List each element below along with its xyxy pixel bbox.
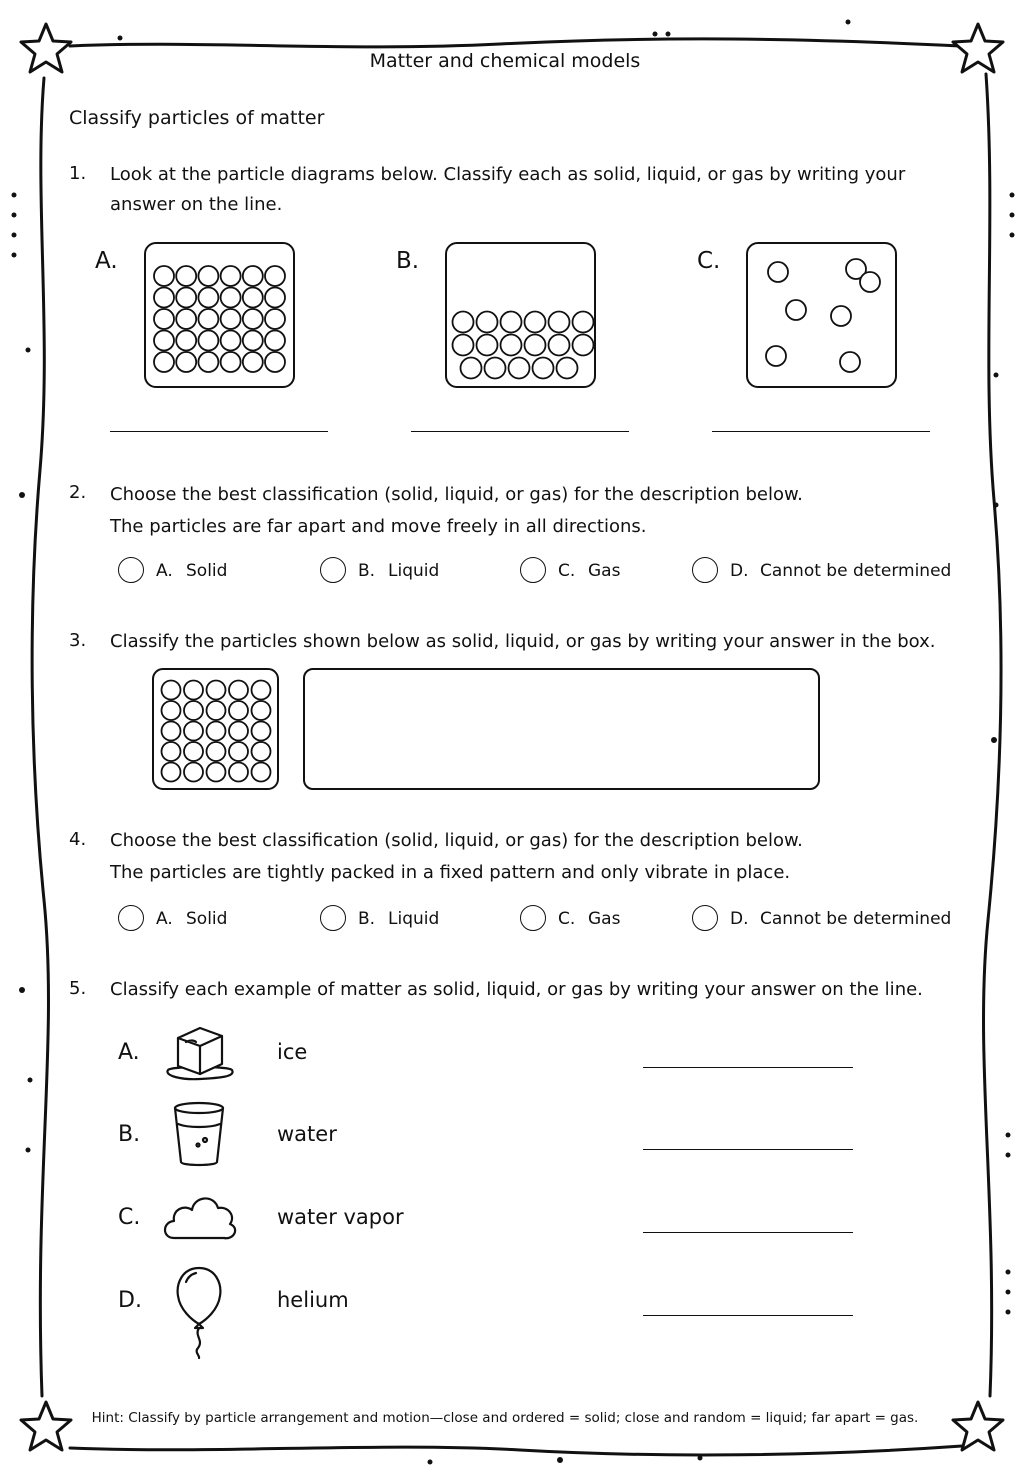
question-4-option-d [730, 909, 951, 929]
particle [176, 309, 196, 329]
particle [162, 701, 181, 720]
question-3-particle-diagram [152, 668, 279, 790]
particle [198, 331, 218, 351]
option-letter: C. [558, 909, 576, 929]
particle [252, 763, 271, 782]
question-1-number: 1. [69, 163, 87, 184]
question-2-text-line-1: Choose the best classification (solid, liquid, or gas) for the description below. [110, 484, 803, 505]
question-4-number: 4. [69, 829, 87, 850]
particle [243, 352, 263, 372]
particle [265, 309, 285, 329]
question-3-number: 3. [69, 630, 87, 651]
question-3-text: Classify the particles shown below as solid, liquid, or gas by writing your answer in the box. [110, 631, 936, 652]
particle [461, 358, 482, 379]
particle [860, 272, 880, 292]
question-3-answer-box[interactable] [303, 668, 820, 790]
question-2-option-d-radio[interactable] [692, 557, 718, 583]
particle [485, 358, 506, 379]
question-4-option-b-radio[interactable] [320, 905, 346, 931]
particle [477, 335, 498, 356]
ice-cube-icon [162, 1022, 238, 1082]
option-text: Cannot be determined [760, 909, 952, 929]
particle [243, 266, 263, 286]
diagram-a-answer-line[interactable] [110, 431, 328, 432]
particle [229, 722, 248, 741]
particle [831, 306, 851, 326]
particle [549, 335, 570, 356]
option-letter: A. [156, 561, 173, 581]
item-d-label: D. [118, 1288, 142, 1313]
particle [243, 288, 263, 308]
particle [198, 266, 218, 286]
liquid-particle-diagram [445, 242, 596, 388]
option-text: Cannot be determined [760, 561, 952, 581]
option-text: Solid [186, 909, 228, 929]
particle [184, 681, 203, 700]
question-4-option-b [358, 909, 439, 929]
particle [184, 701, 203, 720]
particle [786, 300, 806, 320]
water-glass-icon [168, 1100, 230, 1170]
particle [501, 312, 522, 333]
item-a-answer-line[interactable] [643, 1067, 853, 1068]
item-a-label: A. [118, 1040, 140, 1065]
particle [265, 288, 285, 308]
diagram-a-label: A. [95, 248, 118, 274]
hint-text: Hint: Classify by particle arrangement and motion—close and ordered = solid; close and random = liquid; far apart = gas. [91, 1410, 919, 1426]
particle [525, 335, 546, 356]
diagram-b-label: B. [396, 248, 420, 274]
particle [229, 742, 248, 761]
option-letter: B. [358, 909, 376, 929]
question-4-option-c-radio[interactable] [520, 905, 546, 931]
solid-particle-diagram [144, 242, 295, 388]
particle [453, 312, 474, 333]
particles [748, 244, 895, 386]
item-d-word: helium [277, 1288, 349, 1312]
particle [533, 358, 554, 379]
particle [207, 763, 226, 782]
option-letter: A. [156, 909, 173, 929]
particle [221, 309, 241, 329]
particle [501, 335, 522, 356]
particle [549, 312, 570, 333]
cloud-icon [160, 1188, 240, 1246]
question-4-text-line-2: The particles are tightly packed in a fixed pattern and only vibrate in place. [110, 862, 791, 883]
particle [525, 312, 546, 333]
particle [154, 266, 174, 286]
particle [176, 266, 196, 286]
particle [243, 331, 263, 351]
question-2-text-line-2: The particles are far apart and move freely in all directions. [110, 516, 647, 537]
option-text: Solid [186, 561, 228, 581]
question-4-option-d-radio[interactable] [692, 905, 718, 931]
question-2-text [110, 479, 803, 543]
item-a-word: ice [277, 1040, 308, 1064]
option-text: Liquid [388, 909, 440, 929]
particle [229, 763, 248, 782]
particle [207, 681, 226, 700]
question-1-text [110, 160, 905, 220]
item-c-word: water vapor [277, 1205, 404, 1229]
question-2-number: 2. [69, 482, 87, 503]
particle [766, 346, 786, 366]
particle [573, 335, 594, 356]
option-letter: D. [730, 561, 749, 581]
diagram-c-answer-line[interactable] [712, 431, 930, 432]
question-4-text [110, 825, 803, 889]
particle [162, 763, 181, 782]
section-title: Classify particles of matter [69, 107, 325, 129]
item-d-answer-line[interactable] [643, 1315, 853, 1316]
particle [229, 701, 248, 720]
particles [447, 244, 594, 386]
item-c-label: C. [118, 1205, 141, 1230]
item-b-word: water [277, 1122, 337, 1146]
particle [154, 352, 174, 372]
particles [146, 244, 293, 386]
particle [207, 742, 226, 761]
particle [184, 722, 203, 741]
particle [453, 335, 474, 356]
particle [768, 262, 788, 282]
particle [509, 358, 530, 379]
particle [252, 681, 271, 700]
question-2-option-b-radio[interactable] [320, 557, 346, 583]
particle [198, 309, 218, 329]
particle [184, 763, 203, 782]
item-b-answer-line[interactable] [643, 1149, 853, 1150]
option-letter: D. [730, 909, 749, 929]
particle [176, 352, 196, 372]
particle [252, 722, 271, 741]
question-4-option-a [156, 909, 227, 929]
question-2-option-d [730, 561, 951, 581]
item-c-answer-line[interactable] [643, 1232, 853, 1233]
particle [162, 722, 181, 741]
question-2-option-c [558, 561, 620, 581]
particle [154, 309, 174, 329]
particle [573, 312, 594, 333]
balloon-icon [172, 1264, 226, 1360]
diagram-b-answer-line[interactable] [411, 431, 629, 432]
particle [207, 722, 226, 741]
question-2-option-a-radio[interactable] [118, 557, 144, 583]
particle [229, 681, 248, 700]
particle [265, 352, 285, 372]
question-1-text-line-2: answer on the line. [110, 194, 283, 215]
particle [243, 309, 263, 329]
option-text: Gas [588, 561, 621, 581]
particle [176, 288, 196, 308]
particle [221, 288, 241, 308]
particle [198, 352, 218, 372]
page-title: Matter and chemical models [369, 50, 641, 72]
particle [162, 681, 181, 700]
particle [265, 331, 285, 351]
gas-particle-diagram [746, 242, 897, 388]
particle [221, 352, 241, 372]
particles [154, 670, 277, 788]
particle [477, 312, 498, 333]
question-2-option-b [358, 561, 439, 581]
question-2-option-c-radio[interactable] [520, 557, 546, 583]
particle [207, 701, 226, 720]
particle [840, 352, 860, 372]
particle [176, 331, 196, 351]
question-4-option-a-radio[interactable] [118, 905, 144, 931]
option-text: Gas [588, 909, 621, 929]
question-5-number: 5. [69, 978, 87, 999]
question-2-option-a [156, 561, 227, 581]
question-5-text: Classify each example of matter as solid, liquid, or gas by writing your answer on the line. [110, 979, 923, 1000]
option-letter: C. [558, 561, 576, 581]
particle [221, 331, 241, 351]
particle [557, 358, 578, 379]
particle [184, 742, 203, 761]
particle [162, 742, 181, 761]
particle [198, 288, 218, 308]
particle [265, 266, 285, 286]
question-1-text-line-1: Look at the particle diagrams below. Classify each as solid, liquid, or gas by writing your [110, 164, 906, 185]
diagram-c-label: C. [697, 248, 721, 274]
question-4-text-line-1: Choose the best classification (solid, liquid, or gas) for the description below. [110, 830, 803, 851]
question-4-option-c [558, 909, 620, 929]
particle [154, 331, 174, 351]
particle [252, 742, 271, 761]
particle [221, 266, 241, 286]
particle [154, 288, 174, 308]
option-letter: B. [358, 561, 376, 581]
option-text: Liquid [388, 561, 440, 581]
particle [252, 701, 271, 720]
item-b-label: B. [118, 1122, 141, 1147]
